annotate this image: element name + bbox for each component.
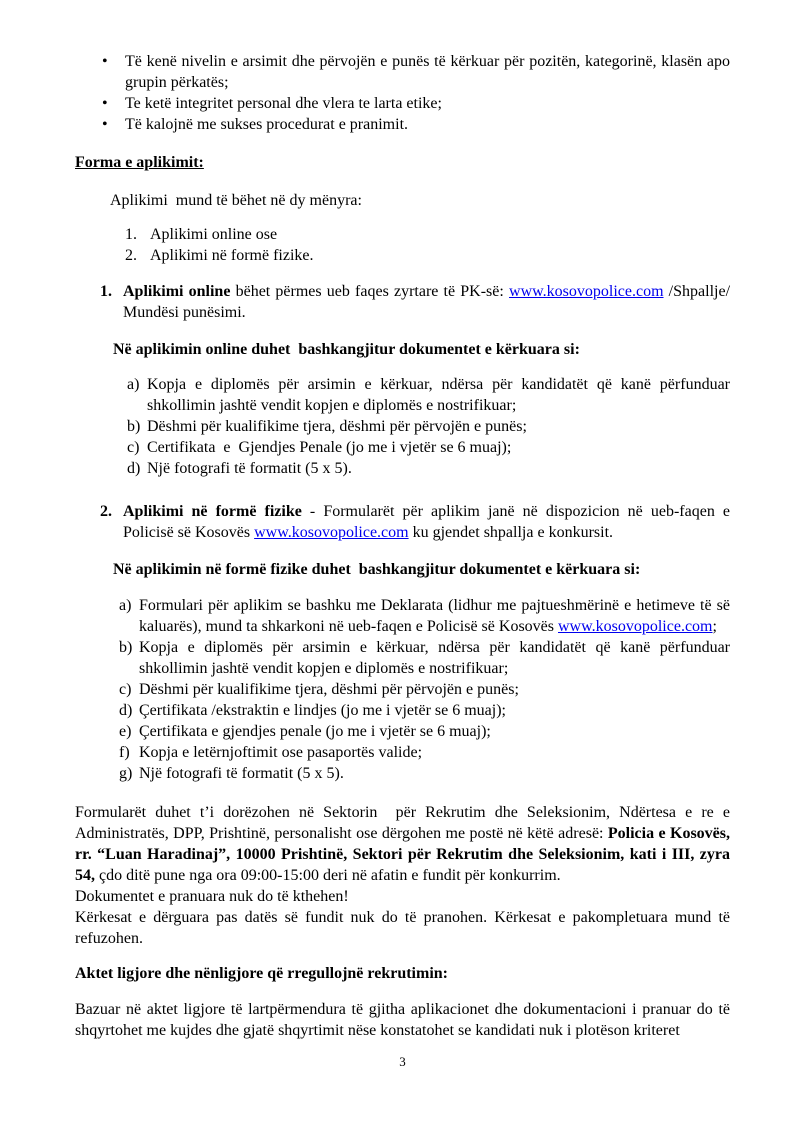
page-number: 3 xyxy=(399,1054,406,1069)
list-item xyxy=(75,224,730,245)
delivery-text: Formularët duhet t’i dorëzohen në Sektorin për Rekrutim dhe Seleksionim, Ndërtesa e re e Administratës, DPP, Prishtinë, personalisht ose dërgohen me postë në këtë adresë: xyxy=(75,804,730,842)
item-text: bëhet përmes ueb faqes zyrtare të PK-së: xyxy=(230,283,510,300)
item-text: - Formularët për aplikim janë në dispozicion në ueb-faqen e Policisë së Kosovës xyxy=(123,503,730,541)
doc-item xyxy=(75,742,730,763)
item-number: 2. xyxy=(100,503,112,520)
kosovopolice-link[interactable]: www.kosovopolice.com xyxy=(509,283,664,300)
doc-text: Dëshmi për kualifikime tjera, dëshmi për përvojën e punës; xyxy=(147,418,527,435)
list-item xyxy=(75,245,730,266)
list-item-number: 1. xyxy=(125,226,137,243)
online-docs-heading: Në aplikimin online duhet bashkangjitur dokumentet e kërkuara si: xyxy=(113,341,580,358)
delivery-address-text xyxy=(75,802,730,886)
doc-letter: d) xyxy=(119,702,133,719)
doc-item xyxy=(75,416,730,437)
delivery-text: çdo ditë pune nga ora 09:00-15:00 deri në afatin e fundit për konkurrim. xyxy=(95,867,561,884)
item-text: /Shpallje/ Mundësi punësimi. xyxy=(123,283,731,321)
bullet-item xyxy=(75,93,730,114)
doc-text: Çertifikata e gjendjes penale (jo me i vjetër se 6 muaj); xyxy=(139,723,491,740)
doc-item xyxy=(75,637,730,679)
doc-letter: c) xyxy=(127,439,140,456)
physical-docs-heading: Në aplikimin në formë fizike duhet bashkangjitur dokumentet e kërkuara si: xyxy=(113,561,641,578)
bullet-item-text: Të kenë nivelin e arsimit dhe përvojën e punës të kërkuar për pozitën, kategorinë, klasën apo grupin përkatës; xyxy=(125,53,730,91)
list-item-number: 2. xyxy=(125,247,137,264)
doc-item xyxy=(75,700,730,721)
intro-line: Aplikimi mund të bëhet në dy mënyra: xyxy=(110,192,362,209)
doc-item xyxy=(75,437,730,458)
doc-letter: a) xyxy=(119,597,132,614)
bullet-item xyxy=(75,51,730,93)
delivery-address-bold: Policia e Kosovës, rr. “Luan Haradinaj”, 10000 Prishtinë, Sektori për Rekrutim dhe Seleksionim, kati i III, zyra 54, xyxy=(75,825,731,884)
doc-letter: c) xyxy=(119,681,132,698)
item-number: 1. xyxy=(100,283,112,300)
section-title-forma-e-aplikimit: Forma e aplikimit: xyxy=(75,154,204,171)
late-requests-note: Kërkesat e dërguara pas datës së fundit nuk do të pranohen. Kërkesat e pakompletuara mund të refuzohen. xyxy=(75,909,730,947)
item-lead-bold: Aplikimi në formë fizike xyxy=(123,503,302,520)
doc-letter: a) xyxy=(127,376,140,393)
item-text: ku gjendet shpallja e konkursit. xyxy=(408,524,614,541)
doc-letter: d) xyxy=(127,460,141,477)
doc-letter: f) xyxy=(119,744,130,761)
bullet-item-text: Te ketë integritet personal dhe vlera te larta etike; xyxy=(125,95,442,112)
doc-item xyxy=(75,374,730,416)
legal-acts-heading: Aktet ligjore dhe nënligjore që rregullojnë rekrutimin: xyxy=(75,965,448,982)
doc-text: Kopja e diplomës për arsimin e kërkuar, ndërsa për kandidatët që kanë përfunduar shkollimin jashtë vendit kopjen e diplomës e nostrifikuar; xyxy=(147,376,730,414)
online-application-item xyxy=(75,281,730,323)
bullet-item-text: Të kalojnë me sukses procedurat e pranimit. xyxy=(125,116,409,133)
ways-numbered-list xyxy=(75,224,730,266)
item-lead-bold: Aplikimi online xyxy=(123,283,231,300)
kosovopolice-link[interactable]: www.kosovopolice.com xyxy=(254,524,409,541)
doc-text: Kopja e diplomës për arsimin e kërkuar, ndërsa për kandidatët që kanë përfunduar shkollimin jashtë vendit kopjen e diplomës e nostrifikuar; xyxy=(139,639,730,677)
legal-acts-body: Bazuar në aktet ligjore të lartpërmendura të gjitha aplikacionet dhe dokumentacioni i pranuar do të shqyrtohet me kujdes dhe gjatë shqyrtimit nëse konstatohet se kandidati nuk i plotëson kriteret xyxy=(75,1001,730,1039)
delivery-paragraph xyxy=(75,802,730,949)
doc-text: Certifikata e Gjendjes Penale (jo me i vjetër se 6 muaj); xyxy=(147,439,512,456)
doc-text: Formulari për aplikim se bashku me Deklarata (lidhur me pajtueshmërinë e hetimeve të së kaluarës), mund ta shkarkoni në ueb-faqen e Policisë së Kosovës xyxy=(139,597,730,635)
doc-letter: b) xyxy=(127,418,141,435)
doc-item xyxy=(75,595,730,637)
bullet-item xyxy=(75,114,730,135)
doc-letter: g) xyxy=(119,765,133,782)
doc-item xyxy=(75,721,730,742)
criteria-bullet-list xyxy=(75,51,730,135)
doc-text: Një fotografi të formatit (5 x 5). xyxy=(139,765,344,782)
doc-text: Kopja e letërnjoftimit ose pasaportës valide; xyxy=(139,744,423,761)
online-docs-list xyxy=(75,374,730,479)
doc-item xyxy=(75,763,730,784)
documents-no-return-line: Dokumentet e pranuara nuk do të kthehen! xyxy=(75,888,349,905)
doc-text: Çertifikata /ekstraktin e lindjes (jo me i vjetër se 6 muaj); xyxy=(139,702,506,719)
physical-docs-list xyxy=(75,595,730,784)
doc-item xyxy=(75,458,730,479)
doc-text: ; xyxy=(712,618,717,635)
kosovopolice-link[interactable]: www.kosovopolice.com xyxy=(558,618,713,635)
list-item-text: Aplikimi në formë fizike. xyxy=(150,247,314,264)
doc-letter: b) xyxy=(119,639,133,656)
physical-application-item xyxy=(75,501,730,543)
list-item-text: Aplikimi online ose xyxy=(150,226,278,243)
doc-item xyxy=(75,679,730,700)
doc-text: Një fotografi të formatit (5 x 5). xyxy=(147,460,352,477)
doc-text: Dëshmi për kualifikime tjera, dëshmi për përvojën e punës; xyxy=(139,681,519,698)
doc-letter: e) xyxy=(119,723,132,740)
